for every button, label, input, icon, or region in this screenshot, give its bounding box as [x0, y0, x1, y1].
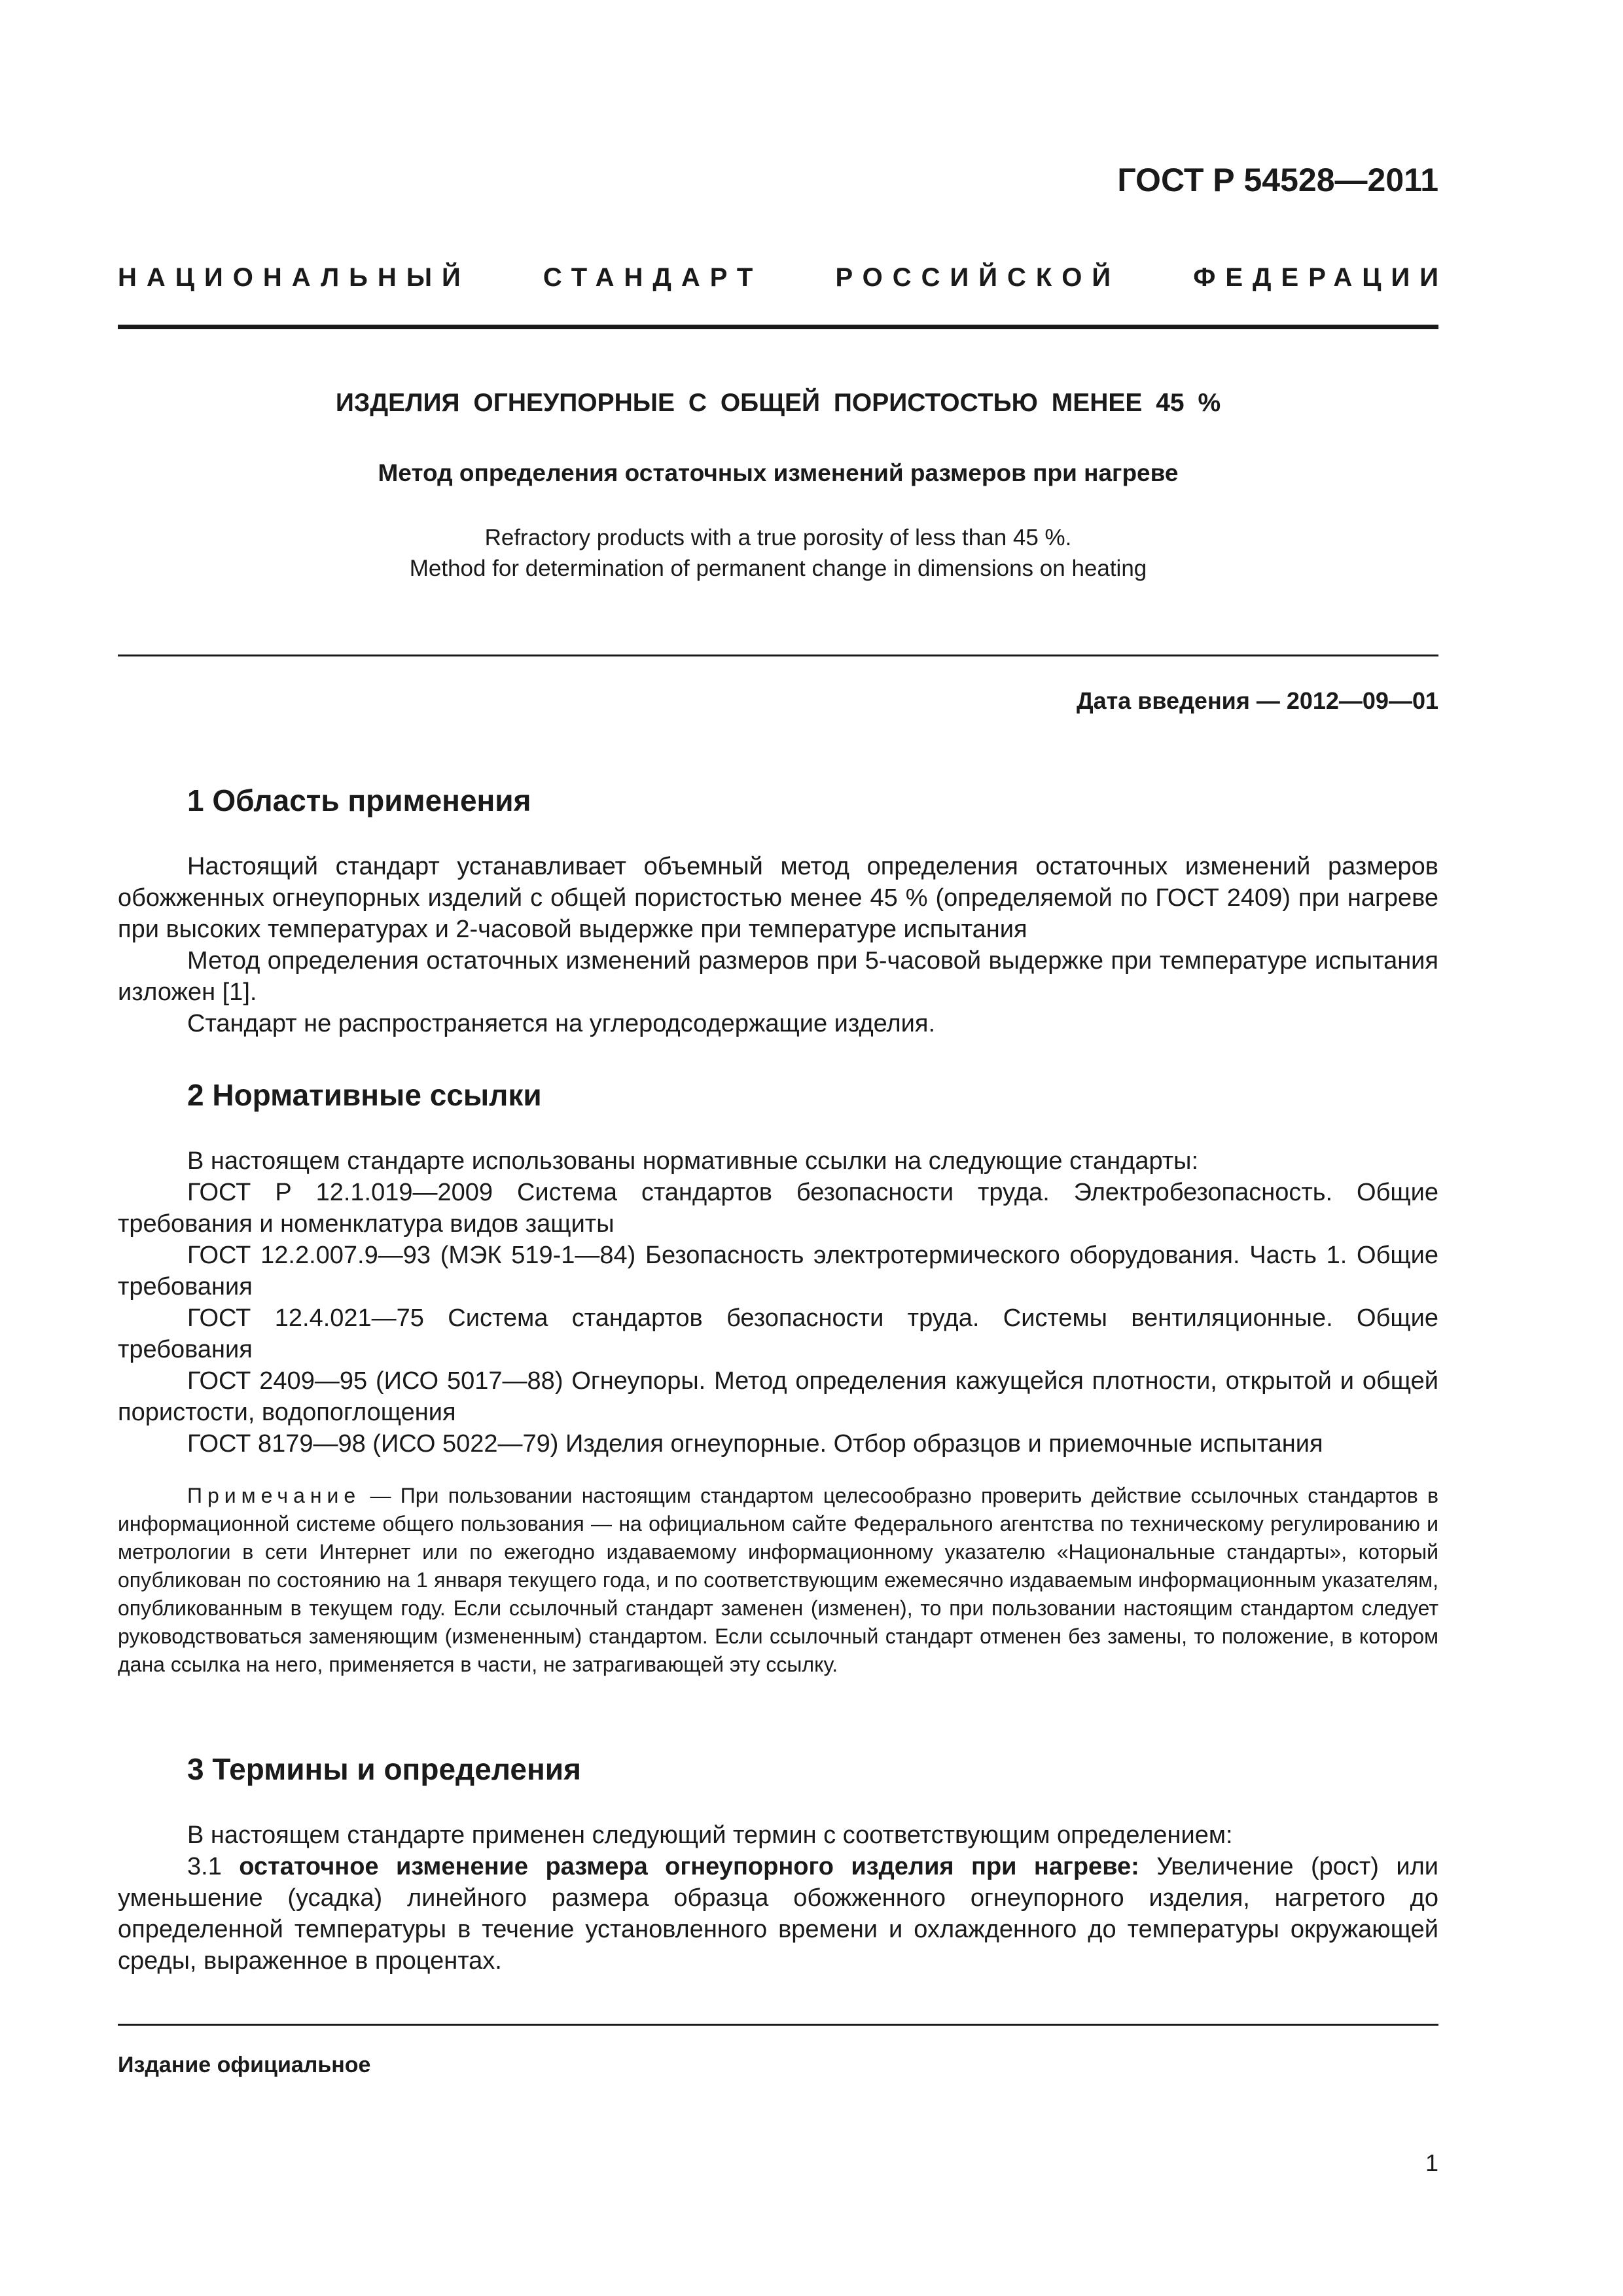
term-number: 3.1 — [187, 1853, 240, 1880]
reference-item: ГОСТ 2409—95 (ИСО 5017—88) Огнеупоры. Метод определения кажущейся плотности, открытой и общей пористости, водопоглощения — [118, 1367, 1438, 1426]
reference-item: ГОСТ 12.4.021—75 Система стандартов безопасности труда. Системы вентиляционные. Общие требования — [118, 1304, 1438, 1363]
standard-code: ГОСТ Р 54528—2011 — [1117, 162, 1438, 198]
note-text: — При пользовании настоящим стандартом целесообразно проверить действие ссылочных стандартов в информационной системе общего пользования — на официальном сайте Федерального агентства по техническому регулированию и метрологии в сети Интернет или по ежегодно издаваемому информационному указателю «Национальные стандарты», который опубликован по состоянию на 1 января текущего года, и по соответствующим ежемесячно издаваемым информационным указателям, опубликованным в текущем году. Если ссылочный стандарт заменен (изменен), то при пользовании настоящим стандартом следует руководствоваться заменяющим (измененным) стандартом. Если ссылочный стандарт отменен без замены, то положение, в котором дана ссылка на него, применяется в части, не затрагивающей эту ссылку. — [118, 1484, 1438, 1676]
section-heading: 1 Область применения — [187, 783, 531, 817]
section-2-body — [118, 1145, 1438, 1460]
introduction-date: Дата введения — 2012—09—01 — [1076, 687, 1438, 714]
paragraph: В настоящем стандарте использованы нормативные ссылки на следующие стандарты: — [187, 1147, 1199, 1175]
english-title — [118, 522, 1438, 584]
footer-rule — [118, 2024, 1438, 2026]
reference-item: ГОСТ 12.2.007.9—93 (МЭК 519-1—84) Безопасность электротермического оборудования. Часть 1. Общие требования — [118, 1242, 1438, 1300]
section-1-body — [118, 851, 1438, 1039]
section-heading: 3 Термины и определения — [187, 1752, 581, 1786]
term-definition-text: Увеличение (рост) или уменьшение (усадка) линейного размера образца обожженного огнеупорного изделия, нагретого до определенной температуры в течение установленного времени и охлажденного до температуры окружающей среды, выраженное в процентах. — [118, 1853, 1438, 1975]
document-title: ИЗДЕЛИЯ ОГНЕУПОРНЫЕ С ОБЩЕЙ ПОРИСТОСТЬЮ МЕНЕЕ 45 % — [335, 389, 1221, 417]
national-standard-banner — [118, 263, 1448, 293]
banner-word: ФЕДЕРАЦИИ — [1193, 263, 1448, 292]
term-definition — [118, 1851, 1438, 1977]
note-label: Примечание — [187, 1484, 361, 1507]
banner-word: НАЦИОНАЛЬНЫЙ — [118, 263, 471, 292]
paragraph: Стандарт не распространяется на углеродсодержащие изделия. — [187, 1010, 936, 1037]
section-3-body — [118, 1820, 1438, 1977]
paragraph: В настоящем стандарте применен следующий термин с соответствующим определением: — [187, 1821, 1233, 1849]
title-rule — [118, 655, 1438, 656]
paragraph: Настоящий стандарт устанавливает объемный метод определения остаточных изменений размеров обожженных огнеупорных изделий с общей пористостью менее 45 % (определяемой по ГОСТ 2409) при нагреве при высоких температурах и 2-часовой выдержке при температуре испытания — [118, 853, 1438, 943]
edition-label: Издание официальное — [118, 2053, 371, 2077]
english-title-line: Method for determination of permanent change in dimensions on heating — [409, 556, 1147, 581]
english-title-line: Refractory products with a true porosity of less than 45 %. — [484, 525, 1072, 550]
note-paragraph — [118, 1482, 1438, 1679]
header-rule — [118, 325, 1438, 329]
reference-item: ГОСТ 8179—98 (ИСО 5022—79) Изделия огнеупорные. Отбор образцов и приемочные испытания — [187, 1430, 1323, 1458]
banner-word: СТАНДАРТ — [543, 263, 763, 292]
banner-word: РОССИЙСКОЙ — [835, 263, 1121, 292]
section-heading: 2 Нормативные ссылки — [187, 1078, 542, 1112]
term-name: остаточное изменение размера огнеупорного изделия при нагреве: — [239, 1853, 1139, 1880]
note-block — [118, 1482, 1438, 1679]
reference-item: ГОСТ Р 12.1.019—2009 Система стандартов безопасности труда. Электробезопасность. Общие требования и номенклатура видов защиты — [118, 1179, 1438, 1238]
document-subtitle: Метод определения остаточных изменений размеров при нагреве — [378, 459, 1179, 486]
page-number: 1 — [1425, 2149, 1438, 2176]
paragraph: Метод определения остаточных изменений размеров при 5-часовой выдержке при температуре испытания изложен [1]. — [118, 947, 1438, 1006]
